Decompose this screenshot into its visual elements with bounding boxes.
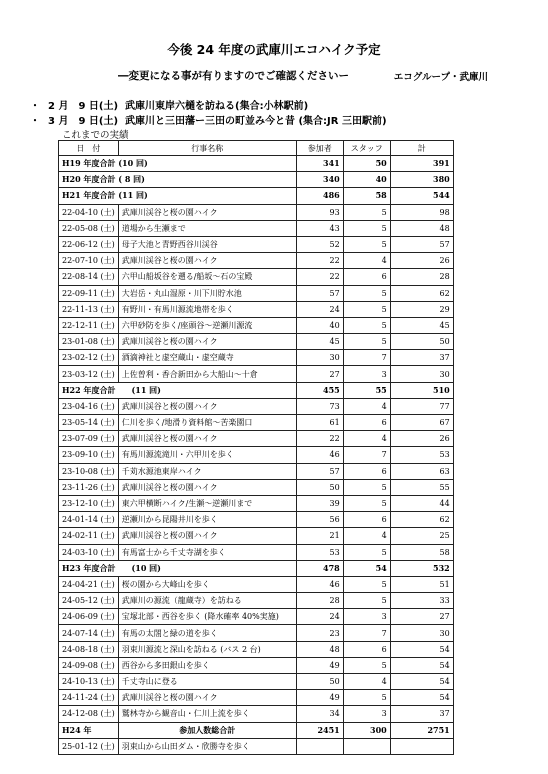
table-row [59, 398, 454, 414]
header-date: 日 付 [59, 141, 119, 156]
table-row [59, 674, 454, 690]
staff-cell: 4 [343, 528, 390, 544]
date-cell: 22-07-10 (土) [59, 253, 119, 269]
table-row [59, 350, 454, 366]
total-cell: 544 [390, 188, 453, 204]
activity-cell: 武庫川渓谷と桜の園ハイク [118, 204, 296, 220]
participants-cell: 49 [296, 657, 343, 673]
staff-cell: 6 [343, 415, 390, 431]
activity-cell: 有野川・有馬川源流地帯を歩く [118, 301, 296, 317]
table-row [59, 528, 454, 544]
total-cell [390, 738, 453, 754]
staff-cell: 54 [343, 560, 390, 576]
table-row [59, 431, 454, 447]
staff-cell: 3 [343, 609, 390, 625]
activity-cell: 六甲砂防を歩く/座頭谷～逆瀬川源流 [118, 317, 296, 333]
participants-cell: 34 [296, 706, 343, 722]
participants-cell: 2451 [296, 722, 343, 738]
total-cell: 391 [390, 156, 453, 172]
total-cell: 26 [390, 431, 453, 447]
bullet: ・ [30, 116, 40, 127]
participants-cell [296, 738, 343, 754]
participants-cell: 24 [296, 609, 343, 625]
table-row [59, 641, 454, 657]
total-cell: 33 [390, 593, 453, 609]
page-title: 今後 24 年度の武庫川エコハイク予定 [167, 42, 381, 57]
participants-cell: 341 [296, 156, 343, 172]
total-cell: 25 [390, 528, 453, 544]
participants-cell: 50 [296, 479, 343, 495]
participants-cell: 45 [296, 334, 343, 350]
results-table [58, 140, 454, 755]
date-cell: 22-09-11 (土) [59, 285, 119, 301]
schedule-item [30, 112, 387, 127]
staff-cell: 58 [343, 188, 390, 204]
total-cell: 55 [390, 479, 453, 495]
staff-cell: 3 [343, 706, 390, 722]
date-cell: 23-01-08 (土) [59, 334, 119, 350]
date-cell: 23-05-14 (土) [59, 415, 119, 431]
table-row [59, 415, 454, 431]
activity-cell: 酒滴神社と虚空蔵山・虚空蔵寺 [118, 350, 296, 366]
activity-cell: 千丈寺山に登る [118, 674, 296, 690]
fiscal-year-total-label: H20 年度合計 ( 8 回) [59, 172, 297, 188]
fiscal-year-total-label: H19 年度合計 (10 回) [59, 156, 297, 172]
participants-cell: 39 [296, 495, 343, 511]
fiscal-year-total-label: H22 年度合計 (11 回) [59, 382, 297, 398]
date-cell: 22-08-14 (土) [59, 269, 119, 285]
participants-cell: 43 [296, 220, 343, 236]
staff-cell: 5 [343, 593, 390, 609]
total-cell: 27 [390, 609, 453, 625]
staff-cell: 4 [343, 431, 390, 447]
staff-cell: 55 [343, 382, 390, 398]
activity-cell: 道場から生瀬まで [118, 220, 296, 236]
total-cell: 30 [390, 366, 453, 382]
activity-cell: 千苅水源池東岸ハイク [118, 463, 296, 479]
table-row [59, 447, 454, 463]
date-cell: 24-01-14 (土) [59, 512, 119, 528]
activity-cell: 武庫川渓谷と桜の園ハイク [118, 398, 296, 414]
schedule-item [30, 97, 308, 112]
total-cell: 54 [390, 657, 453, 673]
activity-cell: 武庫川渓谷と桜の園ハイク [118, 690, 296, 706]
table-row [59, 220, 454, 236]
activity-cell: 羽束山から山田ダム・欣勝寺を歩く [118, 738, 296, 754]
total-cell: 48 [390, 220, 453, 236]
activity-cell: 羽束川源流と深山を訪ねる (バス 2 台) [118, 641, 296, 657]
total-cell: 53 [390, 447, 453, 463]
table-row [59, 544, 454, 560]
participants-cell: 340 [296, 172, 343, 188]
table-row [59, 593, 454, 609]
table-row [59, 560, 454, 576]
date-cell: 24-11-24 (土) [59, 690, 119, 706]
total-cell: 51 [390, 576, 453, 592]
activity-cell: 逆瀬川から昆陽井川を歩く [118, 512, 296, 528]
staff-cell: 300 [343, 722, 390, 738]
table-row [59, 366, 454, 382]
organization-name: エコグループ・武庫川 [393, 72, 488, 83]
table-row [59, 301, 454, 317]
activity-cell: 上佐曽利・香合新田から大船山～十倉 [118, 366, 296, 382]
activity-cell: 母子大池と青野西谷川渓谷 [118, 236, 296, 252]
participants-cell: 56 [296, 512, 343, 528]
staff-cell: 5 [343, 236, 390, 252]
participants-cell: 73 [296, 398, 343, 414]
staff-cell: 4 [343, 253, 390, 269]
date-cell: 24-08-18 (土) [59, 641, 119, 657]
date-cell: 25-01-12 (土) [59, 738, 119, 754]
participants-cell: 61 [296, 415, 343, 431]
participants-cell: 22 [296, 269, 343, 285]
table-row [59, 253, 454, 269]
staff-cell: 5 [343, 495, 390, 511]
total-cell: 58 [390, 544, 453, 560]
total-cell: 62 [390, 512, 453, 528]
staff-cell: 4 [343, 674, 390, 690]
participants-cell: 22 [296, 431, 343, 447]
participants-cell: 21 [296, 528, 343, 544]
participants-cell: 455 [296, 382, 343, 398]
total-cell: 28 [390, 269, 453, 285]
table-row [59, 172, 454, 188]
date-cell: 23-02-12 (土) [59, 350, 119, 366]
table-row [59, 706, 454, 722]
total-cell: 30 [390, 625, 453, 641]
participants-cell: 48 [296, 641, 343, 657]
staff-cell: 5 [343, 317, 390, 333]
schedule-text: 武庫川東岸六樋を訪ねる(集合:小林駅前) [125, 101, 309, 112]
table-header-row [59, 141, 454, 156]
staff-cell: 4 [343, 398, 390, 414]
activity-cell: 武庫川渓谷と桜の園ハイク [118, 431, 296, 447]
staff-cell: 5 [343, 690, 390, 706]
date-cell: 24-12-08 (土) [59, 706, 119, 722]
staff-cell: 40 [343, 172, 390, 188]
participants-cell: 49 [296, 690, 343, 706]
date-cell: 24-04-21 (土) [59, 576, 119, 592]
table-row [59, 738, 454, 754]
total-cell: 532 [390, 560, 453, 576]
activity-cell: 武庫川渓谷と桜の園ハイク [118, 334, 296, 350]
participants-cell: 46 [296, 447, 343, 463]
date-cell: 24-10-13 (土) [59, 674, 119, 690]
total-cell: 54 [390, 641, 453, 657]
fiscal-year-total-label: H23 年度合計 (10 回) [59, 560, 297, 576]
date-cell: 24-06-09 (土) [59, 609, 119, 625]
activity-cell: 有馬川源流滝川・六甲川を歩く [118, 447, 296, 463]
date-cell: 22-05-08 (土) [59, 220, 119, 236]
total-cell: 2751 [390, 722, 453, 738]
date-cell: 24-07-14 (土) [59, 625, 119, 641]
activity-cell: 武庫川渓谷と桜の園ハイク [118, 253, 296, 269]
date-cell: 23-12-10 (土) [59, 495, 119, 511]
staff-cell: 7 [343, 447, 390, 463]
date-cell: 24-02-11 (土) [59, 528, 119, 544]
header-total: 計 [390, 141, 453, 156]
table-row [59, 156, 454, 172]
date-cell: 23-04-16 (土) [59, 398, 119, 414]
total-cell: 67 [390, 415, 453, 431]
table-row [59, 463, 454, 479]
total-cell: 510 [390, 382, 453, 398]
activity-cell: 武庫川の源流（龍蔵寺）を訪ねる [118, 593, 296, 609]
date-cell: 23-03-12 (土) [59, 366, 119, 382]
table-row [59, 269, 454, 285]
participants-cell: 40 [296, 317, 343, 333]
table-row [59, 690, 454, 706]
total-cell: 57 [390, 236, 453, 252]
participants-cell: 24 [296, 301, 343, 317]
participants-cell: 57 [296, 285, 343, 301]
date-cell: 23-09-10 (土) [59, 447, 119, 463]
header-activity: 行事名称 [118, 141, 296, 156]
activity-cell: 桜の園から大峰山を歩く [118, 576, 296, 592]
table-row [59, 576, 454, 592]
total-cell: 54 [390, 674, 453, 690]
participants-cell: 93 [296, 204, 343, 220]
table-row [59, 512, 454, 528]
staff-cell: 7 [343, 350, 390, 366]
staff-cell: 6 [343, 269, 390, 285]
date-cell: 24-03-10 (土) [59, 544, 119, 560]
staff-cell [343, 738, 390, 754]
staff-cell: 5 [343, 576, 390, 592]
activity-cell: 西谷から多田銀山を歩く [118, 657, 296, 673]
activity-cell: 武庫川渓谷と桜の園ハイク [118, 528, 296, 544]
participants-cell: 478 [296, 560, 343, 576]
total-cell: 380 [390, 172, 453, 188]
staff-cell: 5 [343, 204, 390, 220]
date-cell: 22-12-11 (土) [59, 317, 119, 333]
date-cell: 22-04-10 (土) [59, 204, 119, 220]
total-cell: 29 [390, 301, 453, 317]
participants-cell: 52 [296, 236, 343, 252]
total-cell: 77 [390, 398, 453, 414]
table-body [59, 156, 454, 755]
schedule-date: 3 月 9 日(土) [48, 116, 119, 127]
bullet: ・ [30, 101, 40, 112]
staff-cell: 3 [343, 366, 390, 382]
date-cell: H24 年 [59, 722, 119, 738]
participants-cell: 27 [296, 366, 343, 382]
date-cell: 22-11-13 (土) [59, 301, 119, 317]
results-label: これまでの実績 [62, 130, 129, 141]
activity-cell: 武庫川渓谷と桜の園ハイク [118, 479, 296, 495]
activity-cell: 仁川を歩く/地滑り資料館～苦楽園口 [118, 415, 296, 431]
subtitle: ―変更になる事が有りますのでご確認くださいー [118, 70, 349, 82]
table-row [59, 657, 454, 673]
staff-cell: 5 [343, 479, 390, 495]
table-row [59, 236, 454, 252]
activity-cell: 参加人数総合計 [118, 722, 296, 738]
staff-cell: 6 [343, 641, 390, 657]
participants-cell: 46 [296, 576, 343, 592]
table-row [59, 285, 454, 301]
table-row [59, 495, 454, 511]
activity-cell: 有馬の太閤と緑の道を歩く [118, 625, 296, 641]
participants-cell: 23 [296, 625, 343, 641]
participants-cell: 30 [296, 350, 343, 366]
activity-cell: 六甲山船坂谷を遡る/船坂～石の宝殿 [118, 269, 296, 285]
staff-cell: 5 [343, 301, 390, 317]
participants-cell: 486 [296, 188, 343, 204]
header-participants: 参加者 [296, 141, 343, 156]
staff-cell: 7 [343, 625, 390, 641]
total-cell: 45 [390, 317, 453, 333]
staff-cell: 5 [343, 334, 390, 350]
total-cell: 54 [390, 690, 453, 706]
total-cell: 62 [390, 285, 453, 301]
staff-cell: 50 [343, 156, 390, 172]
table-row [59, 317, 454, 333]
participants-cell: 57 [296, 463, 343, 479]
staff-cell: 5 [343, 657, 390, 673]
date-cell: 23-07-09 (土) [59, 431, 119, 447]
date-cell: 24-05-12 (土) [59, 593, 119, 609]
header-staff: スタッフ [343, 141, 390, 156]
activity-cell: 大岩岳・丸山湿原・川下川貯水池 [118, 285, 296, 301]
schedule-date: 2 月 9 日(土) [48, 101, 119, 112]
fiscal-year-total-label: H21 年度合計 (11 回) [59, 188, 297, 204]
activity-cell: 東六甲横断ハイク/生瀬～逆瀬川まで [118, 495, 296, 511]
table-row [59, 722, 454, 738]
total-cell: 98 [390, 204, 453, 220]
total-cell: 26 [390, 253, 453, 269]
participants-cell: 28 [296, 593, 343, 609]
participants-cell: 53 [296, 544, 343, 560]
table-row [59, 625, 454, 641]
total-cell: 37 [390, 350, 453, 366]
activity-cell: 鷲林寺から観音山・仁川上流を歩く [118, 706, 296, 722]
table-row [59, 382, 454, 398]
staff-cell: 5 [343, 285, 390, 301]
participants-cell: 50 [296, 674, 343, 690]
total-cell: 37 [390, 706, 453, 722]
activity-cell: 宝塚北部・西谷を歩く (降水確率 40%実施) [118, 609, 296, 625]
date-cell: 23-10-08 (土) [59, 463, 119, 479]
participants-cell: 22 [296, 253, 343, 269]
table-row [59, 609, 454, 625]
date-cell: 24-09-08 (土) [59, 657, 119, 673]
date-cell: 22-06-12 (土) [59, 236, 119, 252]
staff-cell: 6 [343, 512, 390, 528]
staff-cell: 6 [343, 463, 390, 479]
table-row [59, 204, 454, 220]
staff-cell: 5 [343, 220, 390, 236]
total-cell: 50 [390, 334, 453, 350]
staff-cell: 5 [343, 544, 390, 560]
table-row [59, 479, 454, 495]
total-cell: 44 [390, 495, 453, 511]
schedule-text: 武庫川と三田藩ー三田の町並み今と昔 (集合:JR 三田駅前) [125, 116, 387, 127]
table-row [59, 334, 454, 350]
date-cell: 23-11-26 (土) [59, 479, 119, 495]
activity-cell: 有馬富士から千丈寺湖を歩く [118, 544, 296, 560]
total-cell: 63 [390, 463, 453, 479]
table-row [59, 188, 454, 204]
